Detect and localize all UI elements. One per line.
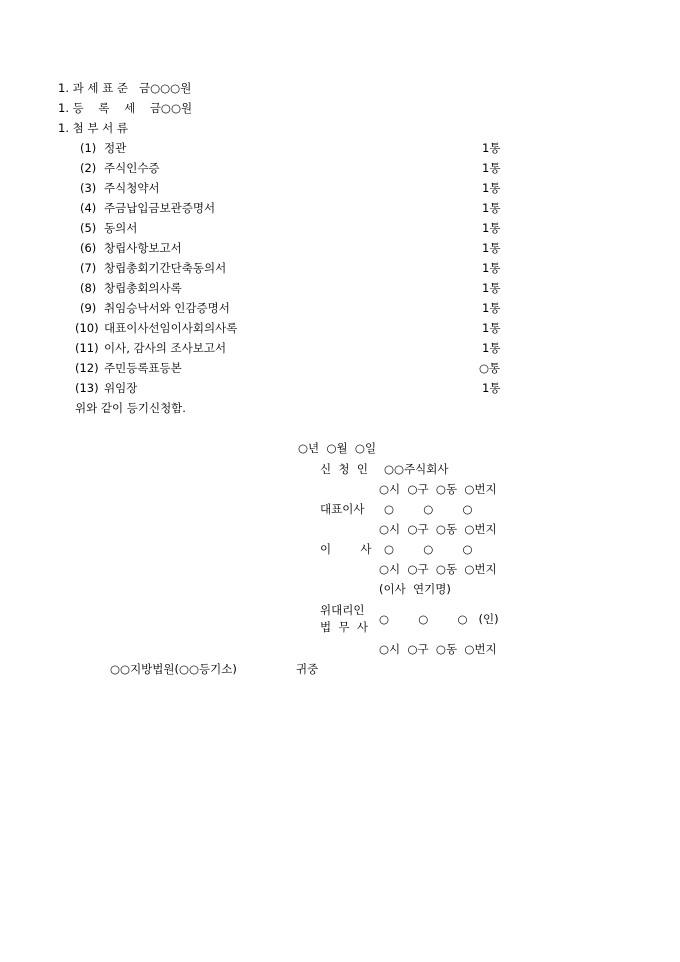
item-number: (5) xyxy=(80,221,97,235)
item-count: 1통 xyxy=(482,261,501,275)
item-count: 1통 xyxy=(482,341,501,355)
item-number: (8) xyxy=(80,281,97,295)
director-label: 이 사 xyxy=(320,542,372,556)
representative-address: ○시 ○구 ○동 ○번지 xyxy=(379,522,497,536)
agent-label-line1: 위대리인 xyxy=(320,603,365,617)
item-number: (3) xyxy=(80,181,97,195)
attachments-heading: 1. 첨 부 서 류 xyxy=(58,121,129,135)
item-name: 창립사항보고서 xyxy=(104,241,182,255)
applicant-company: ○○주식회사 xyxy=(384,462,449,476)
tax-base-line: 1. 과 세 표 준 금○○○원 xyxy=(58,81,192,95)
item-number: (10) xyxy=(75,321,99,335)
item-number: (2) xyxy=(80,161,97,175)
item-count: 1통 xyxy=(482,241,501,255)
item-count: 1통 xyxy=(482,181,501,195)
director-address: ○시 ○구 ○동 ○번지 xyxy=(379,562,497,576)
statement: 위와 같이 등기신청함. xyxy=(75,401,186,415)
agent-address: ○시 ○구 ○동 ○번지 xyxy=(379,642,497,656)
item-name: 동의서 xyxy=(104,221,138,235)
item-number: (4) xyxy=(80,201,97,215)
date: ○년 ○월 ○일 xyxy=(298,441,377,455)
representative-name: ○ ○ ○ xyxy=(384,502,473,516)
item-name: 주식인수증 xyxy=(104,161,160,175)
item-number: (11) xyxy=(75,341,99,355)
item-count: 1통 xyxy=(482,301,501,315)
applicant-label: 신 청 인 xyxy=(320,462,368,476)
item-count: 1통 xyxy=(482,221,501,235)
court-name: ○○지방법원(○○등기소) xyxy=(110,662,237,676)
item-name: 주식청약서 xyxy=(104,181,160,195)
item-name: 주금납입금보관증명서 xyxy=(104,201,216,215)
item-name: 위임장 xyxy=(104,381,138,395)
item-number: (12) xyxy=(75,361,99,375)
addressee: 귀중 xyxy=(296,662,319,676)
director-name: ○ ○ ○ xyxy=(384,542,473,556)
item-number: (1) xyxy=(80,141,97,155)
item-name: 취임승낙서와 인감증명서 xyxy=(104,301,230,315)
item-name: 대표이사선임이사회의사록 xyxy=(104,321,238,335)
item-count: 1통 xyxy=(482,141,501,155)
item-count: 1통 xyxy=(482,281,501,295)
item-count: 1통 xyxy=(482,161,501,175)
item-name: 주민등록표등본 xyxy=(104,361,182,375)
item-number: (13) xyxy=(75,381,99,395)
item-number: (7) xyxy=(80,261,97,275)
item-number: (9) xyxy=(80,301,97,315)
item-count: ○통 xyxy=(479,361,501,375)
item-count: 1통 xyxy=(482,381,501,395)
item-name: 정관 xyxy=(104,141,127,155)
item-name: 이사, 감사의 조사보고서 xyxy=(104,341,227,355)
agent-label-line2: 법 무 사 xyxy=(320,620,368,634)
item-count: 1통 xyxy=(482,201,501,215)
item-name: 창립총회기간단축동의서 xyxy=(104,261,227,275)
director-note: (이사 연기명) xyxy=(379,582,451,596)
item-count: 1통 xyxy=(482,321,501,335)
registration-tax-line: 1. 등 록 세 금○○원 xyxy=(58,101,193,115)
agent-name: ○ ○ ○ (인) xyxy=(379,612,499,626)
item-name: 창립총회의사록 xyxy=(104,281,182,295)
applicant-address: ○시 ○구 ○동 ○번지 xyxy=(379,482,497,496)
representative-label: 대표이사 xyxy=(320,502,365,516)
item-number: (6) xyxy=(80,241,97,255)
